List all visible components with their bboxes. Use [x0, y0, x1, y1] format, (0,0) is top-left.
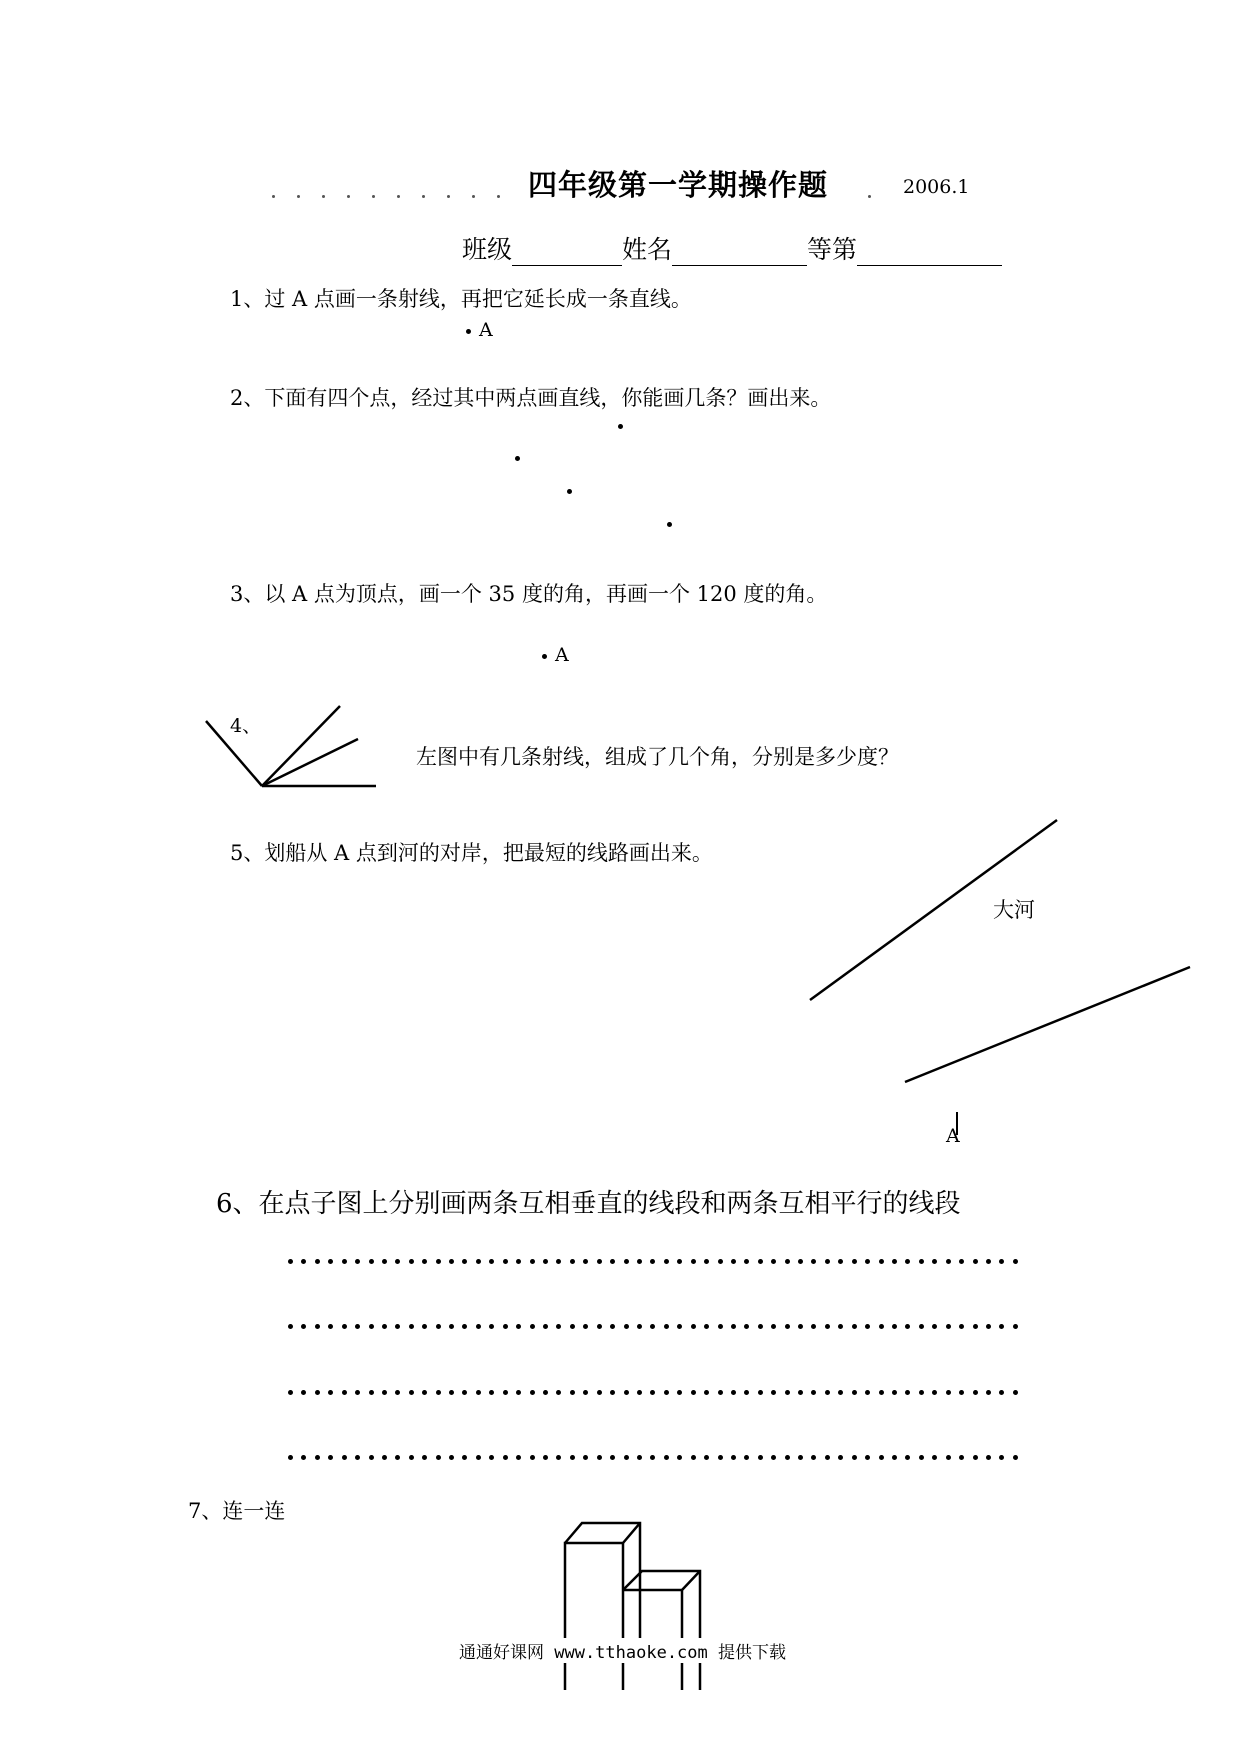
grid-dot[interactable]	[718, 1324, 723, 1329]
grid-dot[interactable]	[355, 1455, 360, 1460]
grid-dot[interactable]	[301, 1455, 306, 1460]
grid-dot[interactable]	[489, 1390, 494, 1395]
grid-dot[interactable]	[838, 1324, 843, 1329]
grid-dot[interactable]	[798, 1455, 803, 1460]
grid-dot[interactable]	[704, 1455, 709, 1460]
grid-dot[interactable]	[758, 1324, 763, 1329]
grid-dot[interactable]	[677, 1259, 682, 1264]
grid-dot[interactable]	[946, 1455, 951, 1460]
grid-dot[interactable]	[610, 1390, 615, 1395]
grid-dot[interactable]	[543, 1259, 548, 1264]
grid-dot[interactable]	[905, 1455, 910, 1460]
grid-dot[interactable]	[610, 1324, 615, 1329]
grid-dot[interactable]	[825, 1390, 830, 1395]
grid-dot[interactable]	[436, 1390, 441, 1395]
grid-dot[interactable]	[328, 1324, 333, 1329]
grid-dot[interactable]	[1013, 1324, 1018, 1329]
grid-dot[interactable]	[785, 1455, 790, 1460]
grid-dot[interactable]	[986, 1324, 991, 1329]
grid-dot[interactable]	[530, 1259, 535, 1264]
grid-dot[interactable]	[530, 1324, 535, 1329]
grid-dot[interactable]	[315, 1324, 320, 1329]
footer-text: 通通好课网 www.tthaoke.com 提供下载	[459, 1638, 786, 1663]
grid-dot[interactable]	[718, 1259, 723, 1264]
grid-dot[interactable]	[959, 1259, 964, 1264]
grid-dot[interactable]	[489, 1259, 494, 1264]
grid-dot[interactable]	[731, 1390, 736, 1395]
grid-dot[interactable]	[516, 1259, 521, 1264]
grid-dot[interactable]	[811, 1324, 816, 1329]
grid-dot[interactable]	[919, 1324, 924, 1329]
grid-dot[interactable]	[395, 1390, 400, 1395]
grid-dot[interactable]	[301, 1390, 306, 1395]
grid-dot[interactable]	[691, 1390, 696, 1395]
grid-dot[interactable]	[543, 1455, 548, 1460]
grid-dot[interactable]	[369, 1455, 374, 1460]
grid-dot[interactable]	[516, 1324, 521, 1329]
grid-dot[interactable]	[449, 1455, 454, 1460]
grid-dot[interactable]	[556, 1259, 561, 1264]
grid-dot[interactable]	[852, 1390, 857, 1395]
grid-dot[interactable]	[905, 1390, 910, 1395]
page-title: 四年级第一学期操作题	[528, 168, 829, 202]
grid-dot[interactable]	[785, 1390, 790, 1395]
grid-dot[interactable]	[973, 1455, 978, 1460]
grid-dot[interactable]	[328, 1390, 333, 1395]
grid-dot[interactable]	[932, 1455, 937, 1460]
dot-grid-row-3	[288, 1390, 1018, 1396]
grid-dot[interactable]	[744, 1390, 749, 1395]
grid-dot[interactable]	[503, 1324, 508, 1329]
grid-dot[interactable]	[865, 1324, 870, 1329]
grid-dot[interactable]	[355, 1390, 360, 1395]
grid-dot[interactable]	[436, 1455, 441, 1460]
grid-dot[interactable]	[946, 1324, 951, 1329]
grid-dot[interactable]	[583, 1455, 588, 1460]
grid-dot[interactable]	[610, 1259, 615, 1264]
grid-dot[interactable]	[556, 1324, 561, 1329]
grid-dot[interactable]	[691, 1455, 696, 1460]
grid-dot[interactable]	[328, 1455, 333, 1460]
grid-dot[interactable]	[462, 1259, 467, 1264]
grid-dot[interactable]	[449, 1390, 454, 1395]
grid-dot[interactable]	[1013, 1259, 1018, 1264]
grid-dot[interactable]	[973, 1324, 978, 1329]
grid-dot[interactable]	[570, 1324, 575, 1329]
grid-dot[interactable]	[476, 1390, 481, 1395]
grid-dot[interactable]	[838, 1390, 843, 1395]
grid-dot[interactable]	[879, 1324, 884, 1329]
grid-dot[interactable]	[409, 1455, 414, 1460]
grid-dot[interactable]	[530, 1390, 535, 1395]
grid-dot[interactable]	[771, 1390, 776, 1395]
grid-dot[interactable]	[744, 1455, 749, 1460]
grid-dot[interactable]	[879, 1455, 884, 1460]
grid-dot[interactable]	[583, 1259, 588, 1264]
grid-dot[interactable]	[597, 1390, 602, 1395]
grid-dot[interactable]	[395, 1455, 400, 1460]
grid-dot[interactable]	[301, 1324, 306, 1329]
grid-dot[interactable]	[516, 1390, 521, 1395]
grid-dot[interactable]	[301, 1259, 306, 1264]
grid-dot[interactable]	[342, 1259, 347, 1264]
grid-dot[interactable]	[704, 1259, 709, 1264]
grid-dot[interactable]	[999, 1455, 1004, 1460]
grid-dot[interactable]	[637, 1390, 642, 1395]
grid-dot[interactable]	[919, 1390, 924, 1395]
grid-dot[interactable]	[731, 1259, 736, 1264]
grid-dot[interactable]	[409, 1390, 414, 1395]
grid-dot[interactable]	[489, 1455, 494, 1460]
grid-dot[interactable]	[556, 1455, 561, 1460]
q5-point-label: A	[946, 1125, 960, 1147]
grid-dot[interactable]	[731, 1455, 736, 1460]
grade-label: 等第	[807, 235, 858, 264]
grid-dot[interactable]	[328, 1259, 333, 1264]
grid-dot[interactable]	[718, 1455, 723, 1460]
grid-dot[interactable]	[798, 1324, 803, 1329]
grid-dot[interactable]	[503, 1259, 508, 1264]
grid-dot[interactable]	[959, 1324, 964, 1329]
grid-dot[interactable]	[825, 1259, 830, 1264]
grid-dot[interactable]	[664, 1455, 669, 1460]
grid-dot[interactable]	[355, 1259, 360, 1264]
grid-dot[interactable]	[436, 1259, 441, 1264]
grid-dot[interactable]	[650, 1324, 655, 1329]
grid-dot[interactable]	[369, 1259, 374, 1264]
grid-dot[interactable]	[382, 1259, 387, 1264]
q7-block-figure	[565, 1523, 700, 1690]
grid-dot[interactable]	[583, 1324, 588, 1329]
river-bank-lower	[905, 967, 1190, 1082]
grid-dot[interactable]	[879, 1390, 884, 1395]
grid-dot[interactable]	[382, 1324, 387, 1329]
question-2: 2、下面有四个点，经过其中两点画直线，你能画几条？画出来。	[230, 386, 832, 410]
grid-dot[interactable]	[1013, 1390, 1018, 1395]
grid-dot[interactable]	[986, 1455, 991, 1460]
grid-dot[interactable]	[932, 1390, 937, 1395]
grid-dot[interactable]	[892, 1324, 897, 1329]
grid-dot[interactable]	[785, 1259, 790, 1264]
grid-dot[interactable]	[315, 1390, 320, 1395]
dot-grid-row-4	[288, 1455, 1018, 1461]
grid-dot[interactable]	[758, 1455, 763, 1460]
tall-prism	[565, 1543, 623, 1690]
grid-dot[interactable]	[288, 1390, 293, 1395]
grid-dot[interactable]	[355, 1324, 360, 1329]
grid-dot[interactable]	[637, 1259, 642, 1264]
grid-dot[interactable]	[409, 1259, 414, 1264]
question-3: 3、以 A 点为顶点，画一个 35 度的角，再画一个 120 度的角。	[230, 582, 828, 606]
grid-dot[interactable]	[476, 1324, 481, 1329]
question-6: 6、在点子图上分别画两条互相垂直的线段和两条互相平行的线段	[216, 1189, 961, 1219]
grid-dot[interactable]	[691, 1324, 696, 1329]
question-5: 5、划船从 A 点到河的对岸，把最短的线路画出来。	[230, 841, 713, 865]
grid-dot[interactable]	[288, 1324, 293, 1329]
dot-grid-row-2	[288, 1324, 1018, 1330]
grid-dot[interactable]	[879, 1259, 884, 1264]
grid-dot[interactable]	[583, 1390, 588, 1395]
grid-dot[interactable]	[315, 1259, 320, 1264]
grid-dot[interactable]	[342, 1324, 347, 1329]
grid-dot[interactable]	[395, 1259, 400, 1264]
grid-dot[interactable]	[731, 1324, 736, 1329]
grid-dot[interactable]	[744, 1259, 749, 1264]
grid-dot[interactable]	[650, 1259, 655, 1264]
name-label: 姓名	[622, 235, 673, 264]
grid-dot[interactable]	[798, 1390, 803, 1395]
q3-point-label: A	[555, 644, 569, 666]
grid-dot[interactable]	[342, 1390, 347, 1395]
grid-dot[interactable]	[704, 1390, 709, 1395]
grid-dot[interactable]	[852, 1324, 857, 1329]
grid-dot[interactable]	[476, 1455, 481, 1460]
dot-grid-row-1	[288, 1259, 1018, 1265]
grid-dot[interactable]	[382, 1455, 387, 1460]
grid-dot[interactable]	[462, 1324, 467, 1329]
grid-dot[interactable]	[664, 1390, 669, 1395]
grid-dot[interactable]	[650, 1455, 655, 1460]
grid-dot[interactable]	[973, 1259, 978, 1264]
question-4-number: 4、	[230, 715, 262, 737]
grid-dot[interactable]	[449, 1259, 454, 1264]
river-banks	[810, 820, 1190, 1082]
grid-dot[interactable]	[892, 1390, 897, 1395]
grid-dot[interactable]	[597, 1455, 602, 1460]
grid-dot[interactable]	[905, 1324, 910, 1329]
grid-dot[interactable]	[892, 1259, 897, 1264]
grid-dot[interactable]	[811, 1390, 816, 1395]
grid-dot[interactable]	[919, 1259, 924, 1264]
grid-dot[interactable]	[852, 1259, 857, 1264]
grid-dot[interactable]	[288, 1259, 293, 1264]
grid-dot[interactable]	[436, 1324, 441, 1329]
question-4: 左图中有几条射线，组成了几个角，分别是多少度？	[416, 745, 899, 769]
grid-dot[interactable]	[543, 1324, 548, 1329]
grid-dot[interactable]	[852, 1455, 857, 1460]
grid-dot[interactable]	[624, 1390, 629, 1395]
grid-dot[interactable]	[798, 1259, 803, 1264]
grid-dot[interactable]	[462, 1455, 467, 1460]
river-bank-upper	[810, 820, 1057, 1000]
grid-dot[interactable]	[677, 1390, 682, 1395]
q1-point-label: A	[479, 319, 493, 341]
grid-dot[interactable]	[973, 1390, 978, 1395]
grid-dot[interactable]	[369, 1390, 374, 1395]
grid-dot[interactable]	[462, 1390, 467, 1395]
grid-dot[interactable]	[758, 1259, 763, 1264]
grid-dot[interactable]	[771, 1455, 776, 1460]
grid-dot[interactable]	[946, 1259, 951, 1264]
grid-dot[interactable]	[476, 1259, 481, 1264]
grid-dot[interactable]	[395, 1324, 400, 1329]
grid-dot[interactable]	[999, 1324, 1004, 1329]
grid-dot[interactable]	[771, 1324, 776, 1329]
grid-dot[interactable]	[838, 1455, 843, 1460]
grid-dot[interactable]	[369, 1324, 374, 1329]
grid-dot[interactable]	[597, 1324, 602, 1329]
grid-dot[interactable]	[946, 1390, 951, 1395]
grid-dot[interactable]	[986, 1259, 991, 1264]
grid-dot[interactable]	[637, 1324, 642, 1329]
grid-dot[interactable]	[825, 1455, 830, 1460]
grid-dot[interactable]	[342, 1455, 347, 1460]
grid-dot[interactable]	[556, 1390, 561, 1395]
grid-dot[interactable]	[811, 1455, 816, 1460]
grid-dot[interactable]	[570, 1390, 575, 1395]
grid-dot[interactable]	[503, 1390, 508, 1395]
q4-ray-3	[262, 739, 358, 786]
grid-dot[interactable]	[597, 1259, 602, 1264]
grid-dot[interactable]	[838, 1259, 843, 1264]
grid-dot[interactable]	[744, 1324, 749, 1329]
grid-dot[interactable]	[905, 1259, 910, 1264]
grid-dot[interactable]	[624, 1324, 629, 1329]
grid-dot[interactable]	[999, 1259, 1004, 1264]
grid-dot[interactable]	[422, 1324, 427, 1329]
grid-dot[interactable]	[718, 1390, 723, 1395]
grid-dot[interactable]	[959, 1455, 964, 1460]
grid-dot[interactable]	[503, 1455, 508, 1460]
grid-dot[interactable]	[677, 1324, 682, 1329]
grid-dot[interactable]	[677, 1455, 682, 1460]
grid-dot[interactable]	[691, 1259, 696, 1264]
grid-dot[interactable]	[650, 1390, 655, 1395]
grid-dot[interactable]	[865, 1455, 870, 1460]
grid-dot[interactable]	[610, 1455, 615, 1460]
grid-dot[interactable]	[382, 1390, 387, 1395]
grid-dot[interactable]	[664, 1259, 669, 1264]
grid-dot[interactable]	[932, 1259, 937, 1264]
grid-dot[interactable]	[919, 1455, 924, 1460]
grid-dot[interactable]	[624, 1259, 629, 1264]
grid-dot[interactable]	[999, 1390, 1004, 1395]
date-label: 2006.1	[903, 176, 970, 198]
grid-dot[interactable]	[422, 1259, 427, 1264]
grid-dot[interactable]	[704, 1324, 709, 1329]
grid-dot[interactable]	[637, 1455, 642, 1460]
question-1: 1、过 A 点画一条射线，再把它延长成一条直线。	[230, 287, 692, 311]
grid-dot[interactable]	[624, 1455, 629, 1460]
grid-dot[interactable]	[959, 1390, 964, 1395]
grid-dot[interactable]	[516, 1455, 521, 1460]
grid-dot[interactable]	[570, 1259, 575, 1264]
grid-dot[interactable]	[489, 1324, 494, 1329]
grid-dot[interactable]	[422, 1390, 427, 1395]
grid-dot[interactable]	[315, 1455, 320, 1460]
grid-dot[interactable]	[543, 1390, 548, 1395]
q4-ray-1	[206, 721, 262, 786]
grid-dot[interactable]	[530, 1455, 535, 1460]
river-label: 大河	[993, 898, 1035, 922]
grid-dot[interactable]	[892, 1455, 897, 1460]
grid-dot[interactable]	[409, 1324, 414, 1329]
grid-dot[interactable]	[664, 1324, 669, 1329]
grid-dot[interactable]	[811, 1259, 816, 1264]
class-label: 班级	[462, 235, 513, 264]
grid-dot[interactable]	[825, 1324, 830, 1329]
grid-dot[interactable]	[1013, 1455, 1018, 1460]
grid-dot[interactable]	[449, 1324, 454, 1329]
grid-dot[interactable]	[785, 1324, 790, 1329]
grid-dot[interactable]	[986, 1390, 991, 1395]
grid-dot[interactable]	[758, 1390, 763, 1395]
q4-rays-figure	[206, 706, 376, 786]
question-7: 7、连一连	[188, 1499, 286, 1523]
grid-dot[interactable]	[865, 1259, 870, 1264]
q4-ray-2	[262, 706, 340, 786]
grid-dot[interactable]	[422, 1455, 427, 1460]
grid-dot[interactable]	[865, 1390, 870, 1395]
grid-dot[interactable]	[288, 1455, 293, 1460]
grid-dot[interactable]	[771, 1259, 776, 1264]
grid-dot[interactable]	[932, 1324, 937, 1329]
grid-dot[interactable]	[570, 1455, 575, 1460]
